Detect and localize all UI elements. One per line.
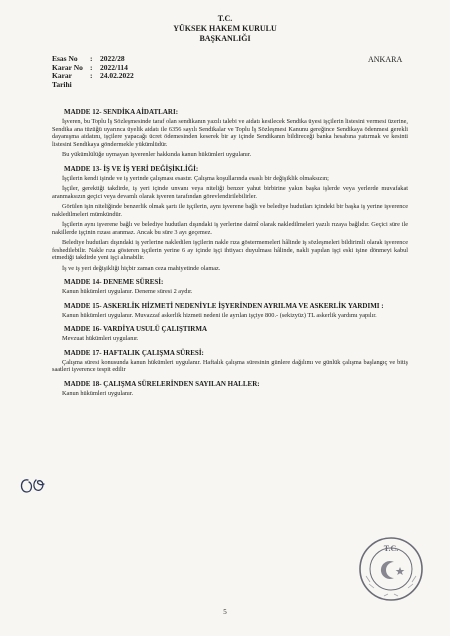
paragraph: Mevzuat hükümleri uygulanır.: [62, 335, 139, 342]
paragraph: Bu yükümlülüğe uymayan işverenler hakkında kanun hükümleri uygulanır.: [62, 151, 252, 158]
header-department: BAŞKANLIĞI: [199, 34, 251, 43]
page-number: 5: [223, 608, 227, 616]
section-title: MADDE 17- HAFTALIK ÇALIŞMA SÜRESİ:: [64, 348, 204, 357]
header-tc: T.C.: [217, 14, 233, 23]
paragraph: İş ve iş yeri değişikliği hiçbir zaman ceza mahiyetinde olamaz.: [62, 264, 221, 272]
paragraph: İşveren, bu Toplu İş Sözleşmesinde taraf olan sendikanın yazılı talebi ve aidatı kesilecek Sendika üyesi işçilerin listesini vermesi üzerine, Sendika ana tüzüğü uyarınca üyelik aidatı ile 6356 sayılı Sendikalar ve Toplu İş Sözleşmesi Kanunu gereğince Sendikaya ödenmesi gerekli dayanışma aidatını, işçilere yapacağı ücret ödemesinden keserek bir ay içinde Sendikanın bildireceği banka hesabına yatırmak ve kesinti listesini Sendikaya göndermekle yükümlüdür.: [52, 118, 408, 148]
paragraph: Görülen işin niteliğinde benzerlik olmak şartı ile işçilerin, aynı işverene bağlı ve belediye hudutları içindeki bir başka iş yerine işverence nakledilmeleri mümkündür.: [52, 203, 408, 218]
tarih-value: 24.02.2022: [100, 71, 134, 81]
section-title: MADDE 15- ASKERLİK HİZMETİ NEDENİYLE İŞYERİNDEN AYRILMA VE ASKERLİK YARDIMI :: [64, 301, 384, 310]
section-madde-13: [52, 165, 408, 273]
section-madde-12: [52, 108, 408, 159]
section-title: MADDE 16- VARDİYA USULÜ ÇALIŞTIRMA: [64, 325, 208, 333]
esas-sep: :: [90, 54, 93, 63]
karar-sep: :: [90, 62, 93, 72]
section-madde-18: [52, 380, 408, 398]
section-title: MADDE 12- SENDİKA AİDATLARI:: [64, 108, 179, 116]
paragraph: Kanun hükümleri uygulanır. Muvazzaf askerlik hizmeti nedeni ile ayrılan işçiye 800.- (sekizyüz) TL askerlik yardımı yapılır.: [62, 311, 377, 319]
section-madde-17: [52, 349, 408, 374]
paragraph: Çalışma süresi konusunda kanun hükümleri uygulanır. Haftalık çalışma süresinin günlere dağılımı ve günlük çalışma başlangıç ve bitiş saatleri işverence tespit edilir: [52, 358, 408, 373]
section-title: MADDE 14- DENEME SÜRESİ:: [64, 278, 164, 286]
official-seal-stamp: [358, 536, 424, 602]
handwritten-initials: [18, 474, 52, 500]
karar-value: 2022/114: [100, 62, 128, 72]
header-institution: YÜKSEK HAKEM KURULU: [173, 24, 277, 33]
paragraph: Kanun hükümleri uygulanır. Deneme süresi 2 aydır.: [62, 288, 193, 295]
paragraph: Belediye hudutları dışındaki iş yerlerine nakledilen işçilerin nakle rıza göstermemeleri hâlinde iş sözleşmeleri bildirimli olarak işverence feshedilebilir. Nakle rıza gösteren işçilerin yerine 6 ay içinde işçi ihtiyacı duyulması hâlinde, nakli yapılan işçi eski işine dönmeyi kabul etmediği takdirde yeni işçi alınabilir.: [52, 239, 408, 261]
paragraph: İşçiler, gerektiği takdirde, iş yeri içinde unvanı veya niteliği benzer yahut birbirine yakın başka işlerde veya yerlerde muvafakat aranmaksızın geçici veya devamlı olarak işveren tarafından görevlendirilebilirler.: [52, 185, 408, 200]
case-meta: [52, 55, 134, 89]
section-title: MADDE 13- İŞ VE İŞ YERİ DEĞİŞİKLİĞİ:: [64, 164, 199, 173]
karar-label: Karar No: [52, 62, 83, 72]
city-label: ANKARA: [368, 55, 403, 64]
section-madde-16: [52, 325, 408, 343]
paragraph: Kanun hükümleri uygulanır.: [62, 389, 134, 397]
section-title: MADDE 18- ÇALIŞMA SÜRELERİNDEN SAYILAN HALLER:: [64, 379, 260, 388]
esas-value: 2022/28: [100, 54, 125, 63]
seal-text: T.C.: [383, 544, 399, 553]
esas-label: Esas No: [52, 54, 78, 63]
tarih-row: [52, 72, 134, 89]
section-madde-14: [52, 278, 408, 296]
tarih-label: Karar Tarihi: [52, 71, 72, 89]
paragraph: İşçilerin kendi işinde ve iş yerinde çalışması esastır. Çalışma koşullarında esaslı bir değişiklik olmaksızın;: [62, 174, 329, 182]
tarih-sep: :: [90, 71, 93, 81]
paragraph: İşçilerin aynı işverene bağlı ve belediye hudutları dışındaki iş yerlerine daimî olarak nakledilmeleri yazılı rızaya bağlıdır. Geçici süre ile nakillerde işçinin rızası aranmaz. Ancak bu süre 3 ayı geçemez.: [52, 221, 408, 236]
document-body: [52, 108, 408, 403]
section-madde-15: [52, 302, 408, 320]
